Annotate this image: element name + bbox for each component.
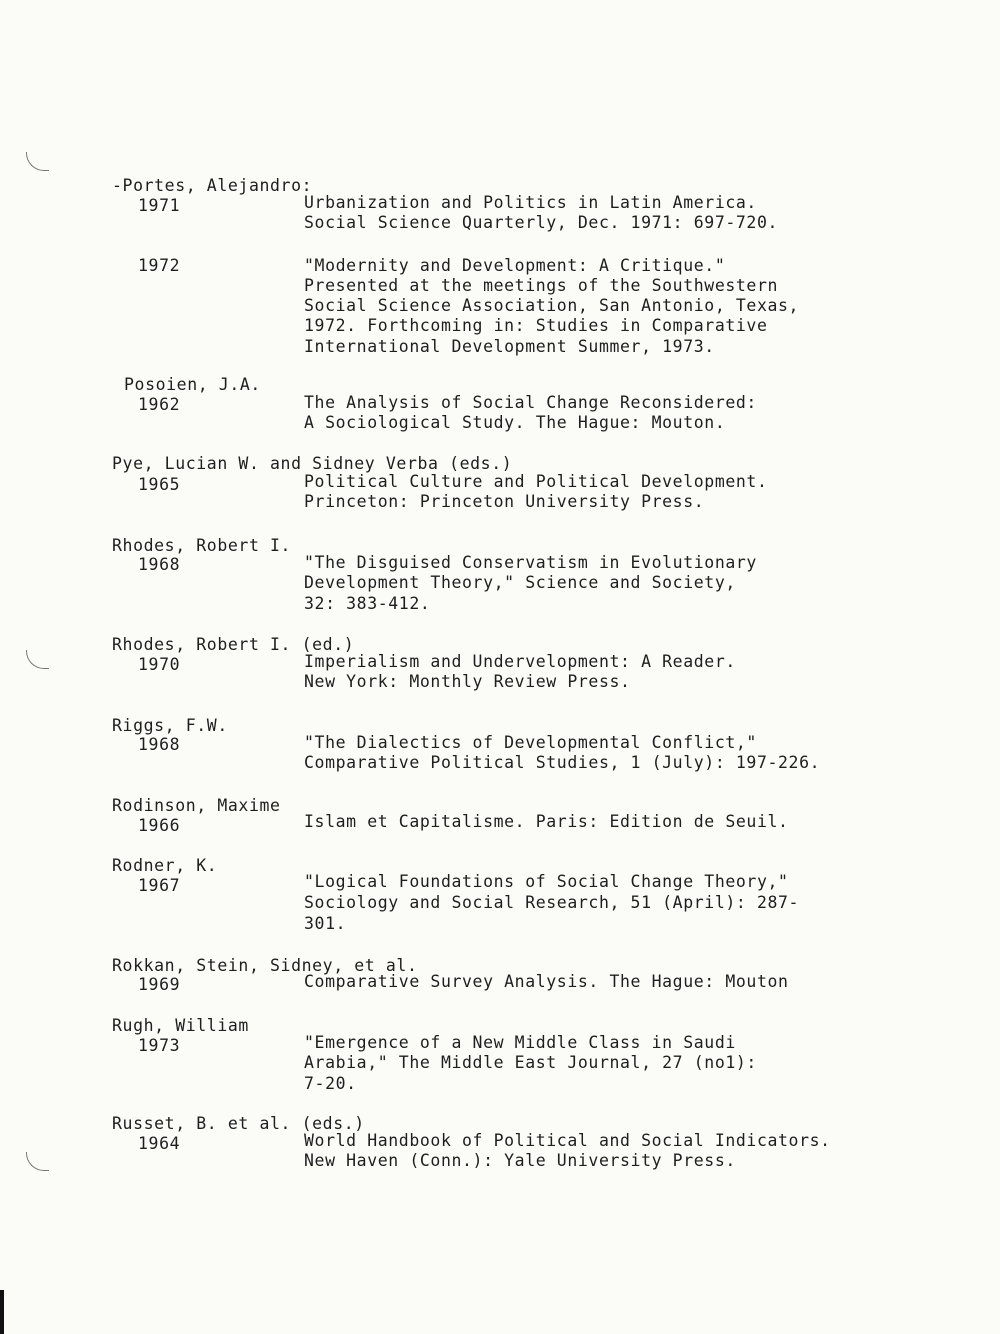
entry-author: Pye, Lucian W. and Sidney Verba (eds.)	[112, 454, 513, 473]
entry-year: 1964	[138, 1134, 181, 1153]
entry-author: Rokkan, Stein, Sidney, et al.	[112, 956, 418, 975]
entry-year: 1969	[138, 975, 181, 994]
entry-text-line: World Handbook of Political and Social Indicators.	[304, 1131, 831, 1150]
entry-text-line: Political Culture and Political Development.	[304, 472, 768, 491]
entry-text-line: Sociology and Social Research, 51 (April): 287-	[304, 893, 800, 912]
entry-text-line: "Emergence of a New Middle Class in Saudi	[304, 1033, 736, 1052]
page-edge-mark	[0, 1290, 4, 1334]
entry-text-line: "The Disguised Conservatism in Evolutionary	[304, 553, 757, 572]
entry-text-line: International Development Summer, 1973.	[304, 337, 715, 356]
punch-hole-mark	[26, 650, 49, 669]
entry-year: 1971	[138, 196, 181, 215]
entry-author: Posoien, J.A.	[124, 375, 261, 394]
entry-text-line: New Haven (Conn.): Yale University Press.	[304, 1151, 736, 1170]
entry-year: 1966	[138, 816, 181, 835]
entry-text-line: Presented at the meetings of the Southwestern	[304, 276, 779, 295]
entry-author: Rugh, William	[112, 1016, 249, 1035]
entry-author: Rodinson, Maxime	[112, 796, 281, 815]
entry-text-line: "The Dialectics of Developmental Conflict,"	[304, 733, 757, 752]
entry-author: Rodner, K.	[112, 856, 218, 875]
entry-text-line: 7-20.	[304, 1074, 357, 1093]
entry-text-line: New York: Monthly Review Press.	[304, 672, 631, 691]
entry-text-line: Comparative Survey Analysis. The Hague: Mouton	[304, 972, 789, 991]
entry-text-line: Development Theory," Science and Society,	[304, 573, 736, 592]
entry-year: 1973	[138, 1036, 181, 1055]
entry-text-line: Islam et Capitalisme. Paris: Edition de Seuil.	[304, 812, 789, 831]
entry-text-line: Imperialism and Undervelopment: A Reader.	[304, 652, 736, 671]
entry-year: 1965	[138, 475, 181, 494]
entry-year: 1968	[138, 555, 181, 574]
entry-author: Russet, B. et al. (eds.)	[112, 1114, 365, 1133]
entry-text-line: 1972. Forthcoming in: Studies in Comparative	[304, 316, 768, 335]
entry-text-line: "Modernity and Development: A Critique."	[304, 256, 726, 275]
punch-hole-mark	[26, 152, 49, 171]
entry-year: 1967	[138, 876, 181, 895]
entry-text-line: Urbanization and Politics in Latin America.	[304, 193, 757, 212]
entry-year: 1962	[138, 395, 181, 414]
entry-text-line: 301.	[304, 914, 347, 933]
entry-author: Rhodes, Robert I.	[112, 536, 292, 555]
entry-text-line: Princeton: Princeton University Press.	[304, 492, 705, 511]
entry-text-line: The Analysis of Social Change Reconsidered:	[304, 393, 757, 412]
entry-author: Riggs, F.W.	[112, 716, 228, 735]
entry-year: 1972	[138, 256, 181, 275]
entry-text-line: 32: 383-412.	[304, 594, 431, 613]
entry-text-line: Social Science Association, San Antonio, Texas,	[304, 296, 800, 315]
punch-hole-mark	[26, 1152, 49, 1171]
entry-text-line: Comparative Political Studies, 1 (July): 197-226.	[304, 753, 821, 772]
entry-text-line: Arabia," The Middle East Journal, 27 (no1):	[304, 1053, 757, 1072]
entry-author: Rhodes, Robert I. (ed.)	[112, 635, 355, 654]
entry-author: -Portes, Alejandro:	[112, 176, 313, 195]
entry-text-line: A Sociological Study. The Hague: Mouton.	[304, 413, 726, 432]
entry-year: 1968	[138, 735, 181, 754]
entry-text-line: Social Science Quarterly, Dec. 1971: 697-720.	[304, 213, 779, 232]
entry-text-line: "Logical Foundations of Social Change Theory,"	[304, 872, 789, 891]
entry-year: 1970	[138, 655, 181, 674]
